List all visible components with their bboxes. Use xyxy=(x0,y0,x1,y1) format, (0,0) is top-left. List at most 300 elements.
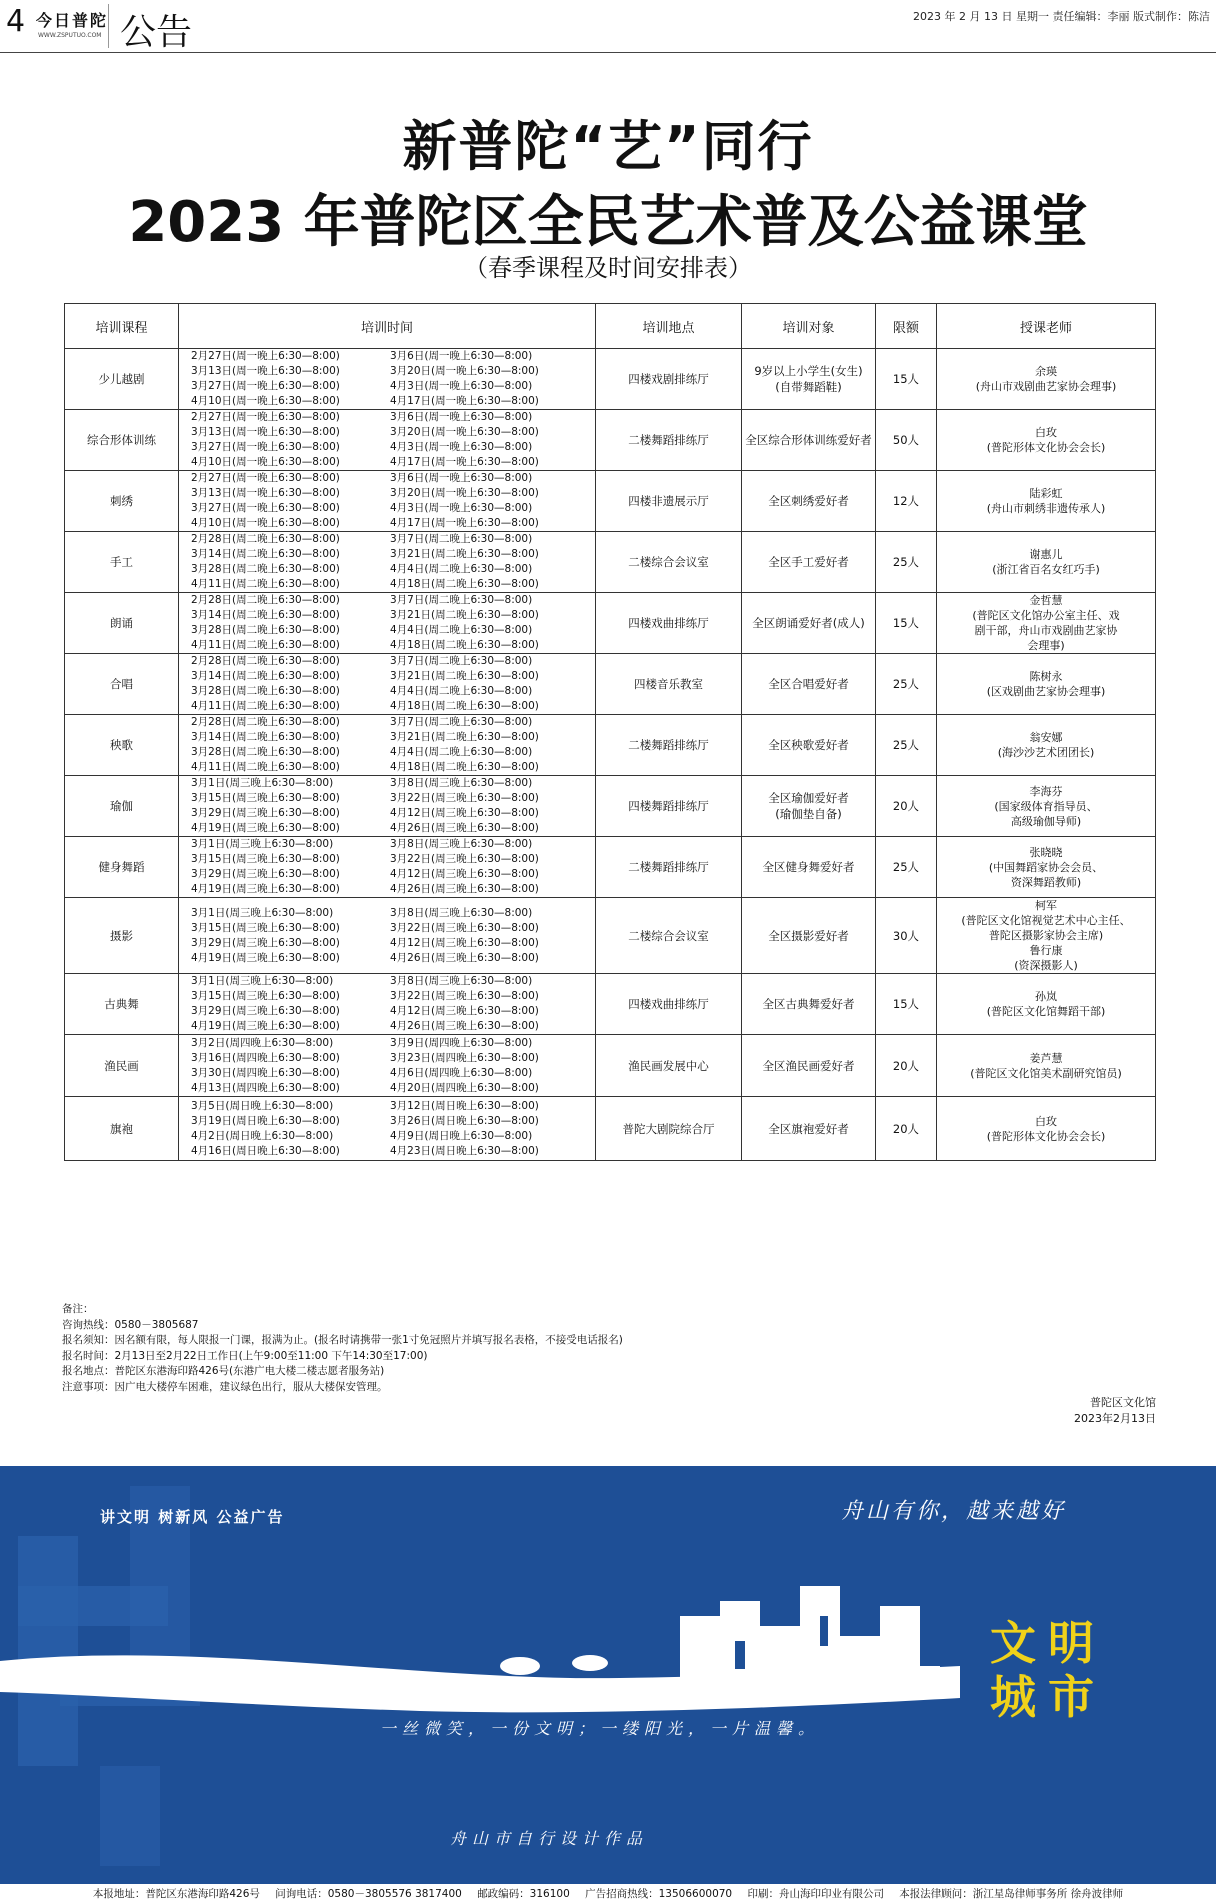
time-list xyxy=(181,837,593,897)
target-line: (瑜伽垫自备) xyxy=(775,807,842,821)
section-title: 公告 xyxy=(120,12,193,53)
teacher-line: (浙江省百名女红巧手) xyxy=(992,563,1100,576)
time-slot: 4月18日(周二晚上6:30—8:00) xyxy=(390,578,539,590)
course-cell: 秧歌 xyxy=(65,715,179,776)
time-slot: 4月18日(周二晚上6:30—8:00) xyxy=(390,700,539,712)
time-slot: 3月8日(周三晚上6:30—8:00) xyxy=(390,975,533,987)
place-cell: 普陀大剧院综合厅 xyxy=(596,1097,742,1161)
time-cell xyxy=(179,1097,596,1161)
teacher-cell xyxy=(937,532,1156,593)
course-cell: 综合形体训练 xyxy=(65,410,179,471)
time-slot: 3月22日(周三晚上6:30—8:00) xyxy=(390,921,539,934)
teacher-line: 白玫 xyxy=(1035,426,1057,439)
place-cell: 渔民画发展中心 xyxy=(596,1035,742,1097)
footer-legal: 本报法律顾问：浙江星岛律师事务所 徐舟波律师 xyxy=(899,1888,1124,1900)
time-slot: 2月28日(周二晚上6:30—8:00) xyxy=(191,533,340,545)
table-row xyxy=(65,1097,1156,1161)
teacher-line: (舟山市戏剧曲艺家协会理事) xyxy=(975,380,1117,393)
public-service-ad xyxy=(0,1466,1216,1884)
target-cell xyxy=(742,898,876,974)
teacher-line: 白玫 xyxy=(1035,1114,1057,1128)
time-slot: 4月10日(周一晚上6:30—8:00) xyxy=(191,395,340,407)
time-slot: 4月26日(周三晚上6:30—8:00) xyxy=(390,951,539,964)
target-line: 全区摄影爱好者 xyxy=(768,928,849,943)
time-slot: 3月16日(周四晚上6:30—8:00) xyxy=(191,1051,340,1064)
teacher-line: 陈树永 xyxy=(1029,670,1063,683)
logo-text: 今日普陀 xyxy=(36,11,109,30)
notes-title: 备注： xyxy=(62,1303,94,1315)
teacher-cell xyxy=(937,974,1156,1035)
time-slot: 3月5日(周日晚上6:30—8:00) xyxy=(191,1099,334,1112)
ad-city-line1: 文明 xyxy=(990,1616,1106,1670)
place-cell: 四楼音乐教室 xyxy=(596,654,742,715)
time-slot: 3月20日(周一晚上6:30—8:00) xyxy=(390,426,539,438)
time-slot: 4月12日(周三晚上6:30—8:00) xyxy=(390,868,539,880)
footer-ad-hotline: 广告招商热线：13506600070 xyxy=(585,1888,733,1900)
limit-cell: 25人 xyxy=(876,532,937,593)
target-cell xyxy=(742,593,876,654)
target-line: 全区手工爱好者 xyxy=(768,555,849,569)
teacher-cell xyxy=(937,898,1156,974)
ad-slogan: 讲文明 树新风 公益广告 xyxy=(100,1508,285,1526)
time-slot: 2月27日(周一晚上6:30—8:00) xyxy=(191,350,340,362)
time-slot: 3月28日(周二晚上6:30—8:00) xyxy=(191,563,340,575)
time-cell xyxy=(179,715,596,776)
schedule-table xyxy=(64,303,1156,1161)
time-slot: 4月6日(周四晚上6:30—8:00) xyxy=(390,1066,533,1079)
course-cell: 少儿越剧 xyxy=(65,349,179,410)
time-cell xyxy=(179,654,596,715)
target-line: 全区综合形体训练爱好者 xyxy=(745,433,872,447)
course-cell: 朗诵 xyxy=(65,593,179,654)
time-list xyxy=(181,593,593,653)
newspaper-logo xyxy=(32,4,109,48)
teacher-line: (普陀形体文化协会会长) xyxy=(986,1129,1106,1143)
limit-cell: 15人 xyxy=(876,349,937,410)
target-cell xyxy=(742,1097,876,1161)
time-slot: 4月13日(周四晚上6:30—8:00) xyxy=(191,1081,340,1094)
notes-line: 报名地点：普陀区东港海印路426号(东港广电大楼二楼志愿者服务站) xyxy=(62,1365,385,1377)
course-cell: 旗袍 xyxy=(65,1097,179,1161)
table-row xyxy=(65,349,1156,410)
time-list xyxy=(181,776,593,836)
teacher-cell xyxy=(937,837,1156,898)
time-slot: 3月1日(周三晚上6:30—8:00) xyxy=(191,838,334,850)
target-cell xyxy=(742,776,876,837)
teacher-line: 张晓晓 xyxy=(1029,845,1063,859)
time-cell xyxy=(179,471,596,532)
time-slot: 2月28日(周二晚上6:30—8:00) xyxy=(191,594,340,606)
time-slot: 4月16日(周日晚上6:30—8:00) xyxy=(191,1144,340,1157)
teacher-cell xyxy=(937,715,1156,776)
course-cell: 合唱 xyxy=(65,654,179,715)
time-slot: 4月12日(周三晚上6:30—8:00) xyxy=(390,936,539,949)
time-slot: 3月13日(周一晚上6:30—8:00) xyxy=(191,487,340,499)
place-cell: 四楼戏剧排练厅 xyxy=(596,349,742,410)
time-slot: 3月29日(周三晚上6:30—8:00) xyxy=(191,936,340,949)
time-slot: 3月19日(周日晚上6:30—8:00) xyxy=(191,1114,340,1127)
time-slot: 3月13日(周一晚上6:30—8:00) xyxy=(191,426,340,438)
table-body xyxy=(65,349,1156,1161)
header-time: 培训时间 xyxy=(179,304,596,349)
headline-subtitle: （春季课程及时间安排表） xyxy=(464,254,752,282)
limit-cell: 15人 xyxy=(876,974,937,1035)
time-list xyxy=(181,532,593,592)
target-cell xyxy=(742,410,876,471)
time-slot: 3月21日(周二晚上6:30—8:00) xyxy=(390,548,539,560)
limit-cell: 15人 xyxy=(876,593,937,654)
target-cell xyxy=(742,715,876,776)
table-row xyxy=(65,410,1156,471)
teacher-line: 金哲慧 xyxy=(1029,594,1063,607)
course-cell: 渔民画 xyxy=(65,1035,179,1097)
target-line: 全区瑜伽爱好者 xyxy=(768,791,849,805)
time-slot: 4月10日(周一晚上6:30—8:00) xyxy=(191,517,340,529)
teacher-cell xyxy=(937,410,1156,471)
table-row xyxy=(65,532,1156,593)
notes-line: 注意事项：因广电大楼停车困难，建议绿色出行，服从大楼保安管理。 xyxy=(62,1380,388,1393)
time-list xyxy=(181,1036,593,1096)
time-list xyxy=(181,410,593,470)
time-slot: 3月28日(周二晚上6:30—8:00) xyxy=(191,624,340,636)
course-cell: 手工 xyxy=(65,532,179,593)
time-slot: 4月3日(周一晚上6:30—8:00) xyxy=(390,380,533,392)
ad-credit: 舟山市自行设计作品 xyxy=(450,1829,649,1848)
header-target: 培训对象 xyxy=(742,304,876,349)
teacher-line: 李海芬 xyxy=(1029,784,1063,798)
teacher-line: (普陀区文化馆视觉艺术中心主任、 xyxy=(961,914,1131,927)
time-list xyxy=(181,974,593,1034)
time-slot: 4月12日(周三晚上6:30—8:00) xyxy=(390,1005,539,1017)
target-line: 全区合唱爱好者 xyxy=(768,677,849,691)
target-cell xyxy=(742,532,876,593)
logo-site: WWW.ZSPUTUO.COM xyxy=(38,32,102,39)
target-line: 9岁以上小学生(女生) xyxy=(754,364,863,378)
time-slot: 4月11日(周二晚上6:30—8:00) xyxy=(191,700,340,712)
signature-org: 普陀区文化馆 xyxy=(1090,1396,1156,1409)
time-slot: 4月20日(周四晚上6:30—8:00) xyxy=(390,1081,539,1094)
time-slot: 3月27日(周一晚上6:30—8:00) xyxy=(191,441,340,453)
teacher-line: (普陀区文化馆办公室主任、戏 xyxy=(972,609,1120,622)
notes-block xyxy=(62,1302,623,1395)
table-row xyxy=(65,593,1156,654)
time-slot: 3月22日(周三晚上6:30—8:00) xyxy=(390,990,539,1002)
target-cell xyxy=(742,837,876,898)
time-slot: 4月17日(周一晚上6:30—8:00) xyxy=(390,395,539,407)
teacher-line: 姜芦慧 xyxy=(1029,1051,1063,1065)
target-cell xyxy=(742,974,876,1035)
header-divider xyxy=(0,52,1216,53)
time-slot: 3月1日(周三晚上6:30—8:00) xyxy=(191,906,334,919)
time-slot: 4月19日(周三晚上6:30—8:00) xyxy=(191,951,340,964)
time-slot: 4月19日(周三晚上6:30—8:00) xyxy=(191,1020,340,1032)
time-slot: 4月12日(周三晚上6:30—8:00) xyxy=(390,807,539,819)
time-slot: 4月18日(周二晚上6:30—8:00) xyxy=(390,761,539,773)
time-list xyxy=(181,906,593,966)
time-slot: 3月20日(周一晚上6:30—8:00) xyxy=(390,487,539,499)
time-slot: 3月20日(周一晚上6:30—8:00) xyxy=(390,365,539,377)
target-line: 全区刺绣爱好者 xyxy=(768,494,849,508)
place-cell: 二楼综合会议室 xyxy=(596,898,742,974)
table-row xyxy=(65,837,1156,898)
target-cell xyxy=(742,654,876,715)
target-line: 全区渔民画爱好者 xyxy=(762,1058,855,1073)
time-slot: 4月19日(周三晚上6:30—8:00) xyxy=(191,883,340,895)
time-slot: 4月4日(周二晚上6:30—8:00) xyxy=(390,746,533,758)
place-cell: 二楼舞蹈排练厅 xyxy=(596,837,742,898)
time-list xyxy=(181,715,593,775)
time-slot: 4月18日(周二晚上6:30—8:00) xyxy=(390,639,539,651)
time-slot: 3月15日(周三晚上6:30—8:00) xyxy=(191,853,340,865)
header-limit: 限额 xyxy=(876,304,937,349)
time-slot: 3月14日(周二晚上6:30—8:00) xyxy=(191,609,340,621)
time-slot: 3月22日(周三晚上6:30—8:00) xyxy=(390,853,539,865)
course-cell: 刺绣 xyxy=(65,471,179,532)
place-cell: 二楼综合会议室 xyxy=(596,532,742,593)
limit-cell: 25人 xyxy=(876,715,937,776)
time-slot: 3月21日(周二晚上6:30—8:00) xyxy=(390,731,539,743)
limit-cell: 50人 xyxy=(876,410,937,471)
time-slot: 4月9日(周日晚上6:30—8:00) xyxy=(390,1129,533,1142)
place-cell: 二楼舞蹈排练厅 xyxy=(596,410,742,471)
time-cell xyxy=(179,349,596,410)
time-slot: 3月7日(周二晚上6:30—8:00) xyxy=(390,594,533,606)
time-slot: 3月2日(周四晚上6:30—8:00) xyxy=(191,1036,334,1049)
course-cell: 健身舞蹈 xyxy=(65,837,179,898)
table-row xyxy=(65,654,1156,715)
issue-info: 2023 年 2 月 13 日 星期一 责任编辑：李丽 版式制作：陈洁 xyxy=(913,10,1210,23)
time-slot: 4月19日(周三晚上6:30—8:00) xyxy=(191,822,340,834)
masthead xyxy=(0,0,1216,56)
ad-city-title xyxy=(990,1616,1106,1724)
time-slot: 3月15日(周三晚上6:30—8:00) xyxy=(191,921,340,934)
time-slot: 4月4日(周二晚上6:30—8:00) xyxy=(390,685,533,697)
course-cell: 古典舞 xyxy=(65,974,179,1035)
target-cell xyxy=(742,1035,876,1097)
teacher-cell xyxy=(937,1035,1156,1097)
time-slot: 3月26日(周日晚上6:30—8:00) xyxy=(390,1114,539,1127)
page-number: 4 xyxy=(6,4,26,39)
time-slot: 3月22日(周三晚上6:30—8:00) xyxy=(390,792,539,804)
time-slot: 3月23日(周四晚上6:30—8:00) xyxy=(390,1051,539,1064)
place-cell: 四楼戏曲排练厅 xyxy=(596,974,742,1035)
time-slot: 3月7日(周二晚上6:30—8:00) xyxy=(390,655,533,667)
teacher-line: (普陀形体文化协会会长) xyxy=(986,441,1106,454)
place-cell: 四楼非遗展示厅 xyxy=(596,471,742,532)
target-cell xyxy=(742,349,876,410)
teacher-cell xyxy=(937,654,1156,715)
time-slot: 3月1日(周三晚上6:30—8:00) xyxy=(191,975,334,987)
time-list xyxy=(181,1099,593,1159)
limit-cell: 12人 xyxy=(876,471,937,532)
table-row xyxy=(65,776,1156,837)
place-cell: 四楼舞蹈排练厅 xyxy=(596,776,742,837)
time-slot: 3月12日(周日晚上6:30—8:00) xyxy=(390,1099,539,1112)
time-slot: 3月21日(周二晚上6:30—8:00) xyxy=(390,609,539,621)
header-teacher: 授课老师 xyxy=(937,304,1156,349)
time-slot: 4月23日(周日晚上6:30—8:00) xyxy=(390,1144,539,1157)
course-cell: 摄影 xyxy=(65,898,179,974)
time-slot: 3月14日(周二晚上6:30—8:00) xyxy=(191,670,340,682)
limit-cell: 20人 xyxy=(876,1097,937,1161)
target-line: 全区健身舞爱好者 xyxy=(762,860,855,874)
limit-cell: 30人 xyxy=(876,898,937,974)
time-slot: 3月14日(周二晚上6:30—8:00) xyxy=(191,731,340,743)
teacher-line: 陆彩虹 xyxy=(1029,487,1063,500)
teacher-cell xyxy=(937,1097,1156,1161)
limit-cell: 25人 xyxy=(876,654,937,715)
target-cell xyxy=(742,471,876,532)
time-slot: 3月29日(周三晚上6:30—8:00) xyxy=(191,1005,340,1017)
teacher-cell xyxy=(937,349,1156,410)
signature-date: 2023年2月13日 xyxy=(1074,1412,1156,1425)
time-slot: 4月3日(周一晚上6:30—8:00) xyxy=(390,441,533,453)
headline-line1: 新普陀“艺”同行 xyxy=(402,115,814,178)
teacher-line: (区戏剧曲艺家协会理事) xyxy=(986,685,1106,698)
time-slot: 4月11日(周二晚上6:30—8:00) xyxy=(191,639,340,651)
target-line: 全区旗袍爱好者 xyxy=(768,1121,849,1136)
time-slot: 4月4日(周二晚上6:30—8:00) xyxy=(390,563,533,575)
time-slot: 3月13日(周一晚上6:30—8:00) xyxy=(191,365,340,377)
time-slot: 4月26日(周三晚上6:30—8:00) xyxy=(390,1020,539,1032)
teacher-line: (中国舞蹈家协会会员、 xyxy=(988,860,1104,874)
time-slot: 2月28日(周二晚上6:30—8:00) xyxy=(191,655,340,667)
time-cell xyxy=(179,837,596,898)
table-row xyxy=(65,898,1156,974)
time-slot: 3月7日(周二晚上6:30—8:00) xyxy=(390,716,533,728)
time-list xyxy=(181,349,593,409)
footer-phone: 问询电话：0580－3805576 3817400 xyxy=(275,1888,462,1900)
ad-motto: 一丝微笑，一份文明；一缕阳光，一片温馨。 xyxy=(380,1719,821,1738)
footer-address: 本报地址：普陀区东港海印路426号 xyxy=(92,1888,260,1900)
footer xyxy=(0,1886,1216,1901)
time-cell xyxy=(179,898,596,974)
teacher-line: (资深摄影人) xyxy=(1014,959,1078,972)
time-slot: 2月28日(周二晚上6:30—8:00) xyxy=(191,716,340,728)
teacher-cell xyxy=(937,593,1156,654)
time-slot: 3月27日(周一晚上6:30—8:00) xyxy=(191,380,340,392)
time-slot: 3月8日(周三晚上6:30—8:00) xyxy=(390,777,533,789)
ad-city-line2: 城市 xyxy=(990,1670,1106,1724)
place-cell: 二楼舞蹈排练厅 xyxy=(596,715,742,776)
teacher-line: 余瑛 xyxy=(1035,365,1057,378)
time-slot: 4月17日(周一晚上6:30—8:00) xyxy=(390,517,539,529)
time-cell xyxy=(179,974,596,1035)
time-list xyxy=(181,471,593,531)
time-cell xyxy=(179,776,596,837)
time-slot: 3月29日(周三晚上6:30—8:00) xyxy=(191,807,340,819)
table-header-row xyxy=(65,304,1156,349)
time-slot: 3月14日(周二晚上6:30—8:00) xyxy=(191,548,340,560)
teacher-line: 翁安娜 xyxy=(1029,731,1063,744)
teacher-line: 谢惠儿 xyxy=(1029,548,1063,561)
target-line: 全区古典舞爱好者 xyxy=(762,997,855,1011)
teacher-line: (舟山市刺绣非遗传承人) xyxy=(986,502,1106,515)
teacher-line: (国家级体育指导员、 xyxy=(994,799,1098,813)
header-place: 培训地点 xyxy=(596,304,742,349)
time-slot: 3月21日(周二晚上6:30—8:00) xyxy=(390,670,539,682)
limit-cell: 20人 xyxy=(876,1035,937,1097)
time-slot: 3月9日(周四晚上6:30—8:00) xyxy=(390,1036,533,1049)
limit-cell: 20人 xyxy=(876,776,937,837)
time-slot: 4月2日(周日晚上6:30—8:00) xyxy=(191,1129,334,1142)
table-row xyxy=(65,1035,1156,1097)
teacher-cell xyxy=(937,776,1156,837)
time-slot: 3月15日(周三晚上6:30—8:00) xyxy=(191,792,340,804)
time-slot: 4月11日(周二晚上6:30—8:00) xyxy=(191,761,340,773)
time-cell xyxy=(179,410,596,471)
time-slot: 3月15日(周三晚上6:30—8:00) xyxy=(191,990,340,1002)
notes-line: 咨询热线：0580－3805687 xyxy=(62,1318,199,1331)
time-slot: 3月28日(周二晚上6:30—8:00) xyxy=(191,746,340,758)
time-slot: 4月3日(周一晚上6:30—8:00) xyxy=(390,502,533,514)
ad-tagline: 舟山有你，越来越好 xyxy=(840,1499,1066,1524)
time-slot: 3月6日(周一晚上6:30—8:00) xyxy=(390,411,533,423)
time-cell xyxy=(179,532,596,593)
time-slot: 3月30日(周四晚上6:30—8:00) xyxy=(191,1066,340,1079)
time-slot: 3月8日(周三晚上6:30—8:00) xyxy=(390,838,533,850)
table-row xyxy=(65,974,1156,1035)
teacher-line: 高级瑜伽导师) xyxy=(1010,814,1082,828)
teacher-line: 鲁行康 xyxy=(1029,944,1063,957)
footer-postcode: 邮政编码：316100 xyxy=(477,1888,570,1900)
table-row xyxy=(65,715,1156,776)
time-slot: 4月26日(周三晚上6:30—8:00) xyxy=(390,883,539,895)
teacher-cell xyxy=(937,471,1156,532)
time-cell xyxy=(179,1035,596,1097)
time-slot: 3月29日(周三晚上6:30—8:00) xyxy=(191,868,340,880)
time-slot: 4月4日(周二晚上6:30—8:00) xyxy=(390,624,533,636)
time-list xyxy=(181,654,593,714)
limit-cell: 25人 xyxy=(876,837,937,898)
time-slot: 3月1日(周三晚上6:30—8:00) xyxy=(191,777,334,789)
teacher-line: 孙岚 xyxy=(1035,990,1057,1003)
notes-line: 报名时间：2月13日至2月22日工作日(上午9:00至11:00 下午14:30至17:00) xyxy=(62,1349,428,1362)
teacher-line: (普陀区文化馆舞蹈干部) xyxy=(986,1005,1106,1018)
teacher-line: 会理事) xyxy=(1027,639,1065,652)
teacher-line: 柯军 xyxy=(1035,899,1057,912)
header-course: 培训课程 xyxy=(65,304,179,349)
course-cell: 瑜伽 xyxy=(65,776,179,837)
time-cell xyxy=(179,593,596,654)
target-line: (自带舞蹈鞋) xyxy=(775,380,842,394)
time-slot: 4月17日(周一晚上6:30—8:00) xyxy=(390,456,539,468)
time-slot: 2月27日(周一晚上6:30—8:00) xyxy=(191,472,340,484)
time-slot: 3月8日(周三晚上6:30—8:00) xyxy=(390,906,533,919)
notes-line: 报名须知：因名额有限，每人限报一门课，报满为止。(报名时请携带一张1寸免冠照片并填写报名表格，不接受电话报名) xyxy=(62,1334,623,1346)
time-slot: 3月7日(周二晚上6:30—8:00) xyxy=(390,533,533,545)
teacher-line: 资深舞蹈教师) xyxy=(1010,875,1082,889)
table-row xyxy=(65,471,1156,532)
teacher-line: (海沙沙艺术团团长) xyxy=(997,746,1095,759)
time-slot: 4月10日(周一晚上6:30—8:00) xyxy=(191,456,340,468)
time-slot: 3月6日(周一晚上6:30—8:00) xyxy=(390,350,533,362)
target-line: 全区朗诵爱好者(成人) xyxy=(752,616,865,630)
place-cell: 四楼戏曲排练厅 xyxy=(596,593,742,654)
time-slot: 3月6日(周一晚上6:30—8:00) xyxy=(390,472,533,484)
target-line: 全区秧歌爱好者 xyxy=(768,738,849,752)
time-slot: 2月27日(周一晚上6:30—8:00) xyxy=(191,411,340,423)
time-slot: 3月27日(周一晚上6:30—8:00) xyxy=(191,502,340,514)
headline-line2: 2023 年普陀区全民艺术普及公益课堂 xyxy=(128,190,1088,255)
footer-printer: 印刷：舟山海印印业有限公司 xyxy=(747,1888,884,1900)
teacher-line: 剧干部，舟山市戏剧曲艺家协 xyxy=(974,624,1118,637)
teacher-line: (普陀区文化馆美术副研究馆员) xyxy=(970,1066,1122,1080)
teacher-line: 普陀区摄影家协会主席) xyxy=(988,929,1104,942)
time-slot: 4月26日(周三晚上6:30—8:00) xyxy=(390,822,539,834)
time-slot: 4月11日(周二晚上6:30—8:00) xyxy=(191,578,340,590)
time-slot: 3月28日(周二晚上6:30—8:00) xyxy=(191,685,340,697)
